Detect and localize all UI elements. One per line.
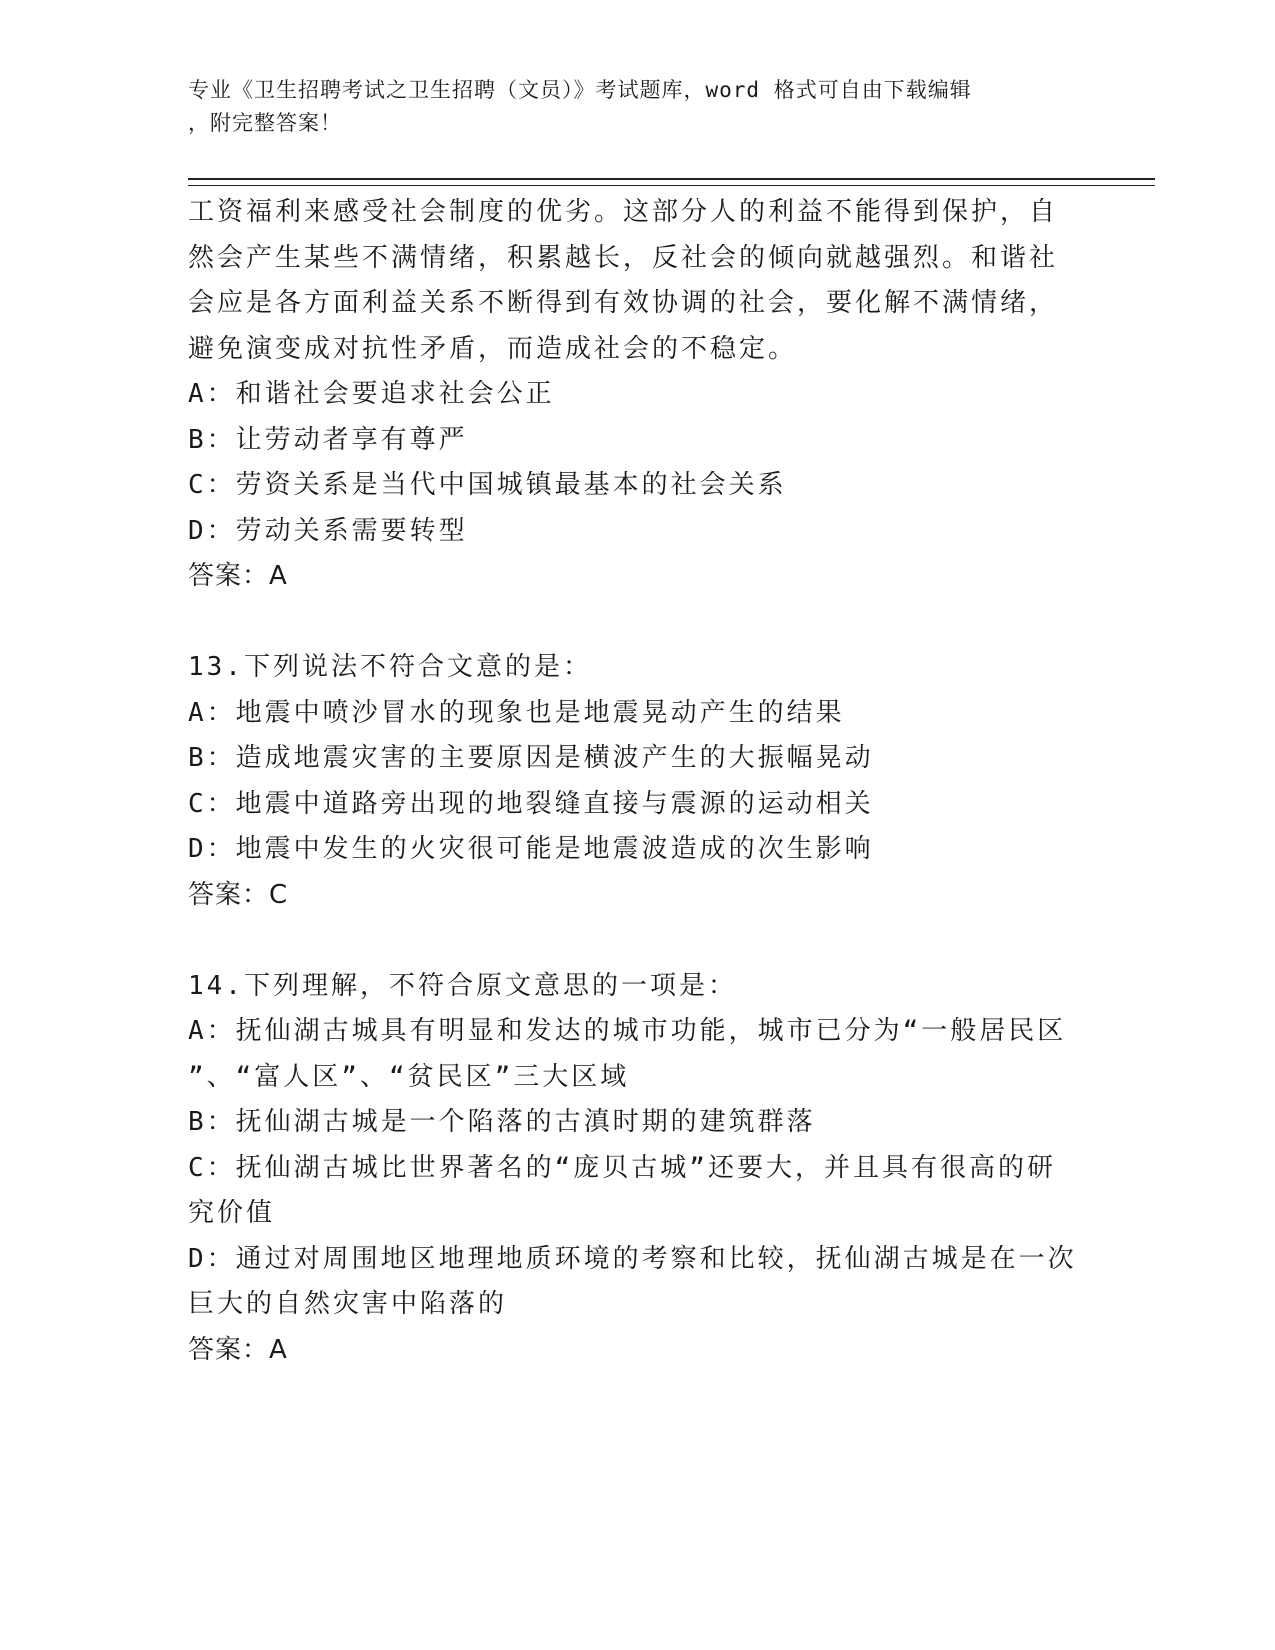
question-14 [188,964,1088,1374]
passage-line: 会应是各方面利益关系不断得到有效协调的社会，要化解不满情绪， [188,288,1059,318]
option-a: A：抚仙湖古城具有明显和发达的城市功能，城市已分为“一般居民区 [188,1016,1067,1046]
passage-line: 然会产生某些不满情绪，积累越长，反社会的倾向就越强烈。和谐社 [188,242,1059,273]
question-13 [188,645,1088,918]
option-c-continued: 究价值 [188,1198,276,1228]
document-body [188,190,1088,1373]
header-line-2: ，附完整答案！ [188,111,342,135]
option-b: B：让劳动者享有尊严 [188,424,468,455]
option-c: C：地震中道路旁出现的地裂缝直接与震源的运动相关 [188,788,874,819]
passage-line: 工资福利来感受社会制度的优劣。这部分人的利益不能得到保护，自 [188,197,1059,227]
header-divider [188,178,1155,186]
option-d: D：地震中发生的火灾很可能是地震波造成的次生影响 [188,834,874,864]
option-a: A：和谐社会要追求社会公正 [188,379,555,409]
option-d: D：劳动关系需要转型 [188,515,468,546]
passage-line: 避免演变成对抗性矛盾，而造成社会的不稳定。 [188,333,798,364]
option-d: D：通过对周围地区地理地质环境的考察和比较，抚仙湖古城是在一次 [188,1243,1077,1274]
answer-label: 答案：A [188,1334,288,1365]
answer-label: 答案：C [188,879,289,910]
option-a: A：地震中喷沙冒水的现象也是地震晃动产生的结果 [188,697,845,728]
option-d-continued: 巨大的自然灾害中陷落的 [188,1289,508,1319]
document-header [188,74,1088,140]
answer-label: 答案：A [188,561,288,591]
option-b: B：造成地震灾害的主要原因是横波产生的大振幅晃动 [188,743,874,773]
option-c: C：劳资关系是当代中国城镇最基本的社会关系 [188,470,787,500]
spacer [188,600,1088,646]
option-a-continued: ”、“富人区”、“贫民区”三大区域 [188,1061,630,1092]
spacer [188,918,1088,964]
option-c: C：抚仙湖古城比世界著名的“庞贝古城”还要大，并且具有很高的研 [188,1152,1056,1183]
question-text: 14.下列理解，不符合原文意思的一项是： [188,970,737,1001]
header-line-1: 专业《卫生招聘考试之卫生招聘（文员）》考试题库，word 格式可自由下载编辑 [188,78,972,102]
question-text: 13.下列说法不符合文意的是： [188,652,592,682]
option-b: B：抚仙湖古城是一个陷落的古滇时期的建筑群落 [188,1107,816,1137]
passage-block [188,190,1088,600]
